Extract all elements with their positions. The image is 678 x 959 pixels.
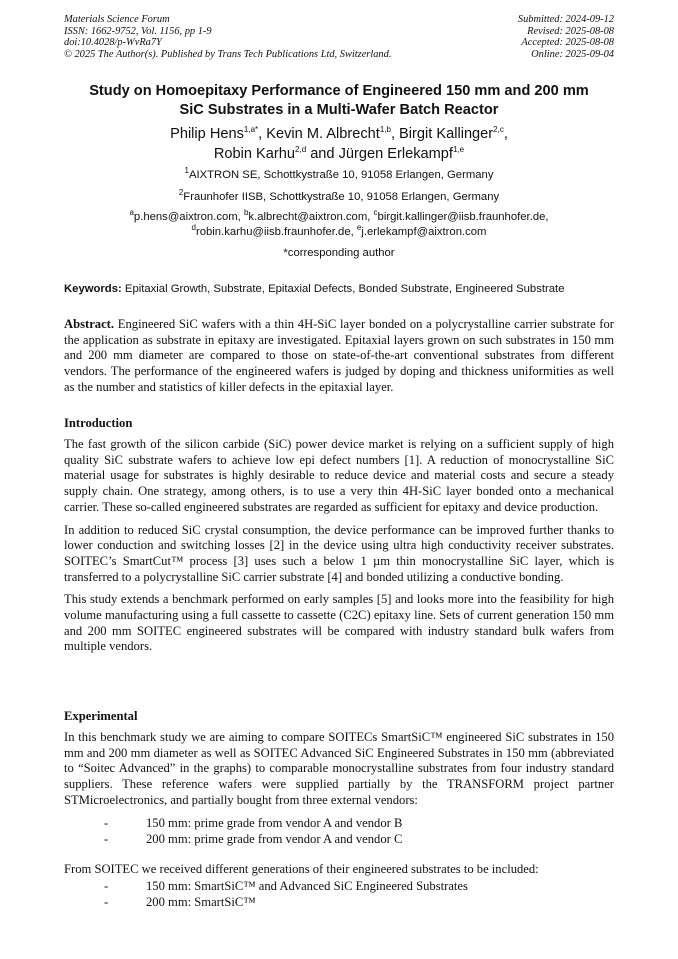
email-a-mark: a (129, 208, 134, 218)
email-d-mark: d (191, 223, 196, 233)
author-2-affil: 1,b (379, 125, 391, 135)
affiliation-1-text: AIXTRON SE, Schottkystraße 10, 91058 Erlangen, Germany (188, 169, 494, 181)
affiliation-1 (40, 168, 638, 183)
vendor-list (64, 816, 614, 847)
author-1-affil: 1,a* (243, 125, 259, 135)
intro-paragraph-1: The fast growth of the silicon carbide (SiC) power device market is relying on a sufficient supply of high quality SiC substrate wafers to achieve low epi defect numbers [1]. A reduction of monocrystalline SiC material usage for substrates is highly desirable to reduce device and material costs and secure a steady supply chain. One strategy, among others, is to use a very thin 4H-SiC layer bonded onto a mechanical carrier. These so-called engineered substrates are regarded as sufficient for epitaxy and device production. (64, 437, 614, 514)
copyright: © 2025 The Author(s). Published by Trans Tech Publications Ltd, Switzerland. (64, 48, 392, 60)
issn-volume: ISSN: 1662-9752, Vol. 1156, pp 1-9 (64, 25, 212, 37)
author-4: Robin Karhu (213, 146, 296, 162)
intro-paragraph-3: This study extends a benchmark performed on early samples [5] and looks more into the feasibility for high volume manufacturing using a full cassette to cassette (C2C) epitaxy line. Sets of current generation 150 mm and 200 mm SOITEC engineered substrates will be compared with industry standard bulk wafers from multiple vendors. (64, 592, 614, 654)
list-dash: - (104, 831, 109, 846)
list-item (64, 832, 614, 848)
revised-date: Revised: 2025-08-08 (527, 25, 614, 37)
email-e-mark: e (356, 223, 362, 233)
author-5-affil: 1,e (452, 145, 465, 155)
title-line-2: SiC Substrates in a Multi-Wafer Batch Reactor (179, 102, 499, 118)
introduction-section (64, 437, 614, 662)
affiliation-2 (40, 190, 638, 205)
author-list (40, 124, 638, 164)
keywords (64, 282, 624, 297)
list-item (64, 879, 614, 895)
submitted-date: Submitted: 2024-09-12 (517, 14, 614, 25)
experimental-section (64, 730, 614, 816)
email-b-mark: b (243, 208, 249, 218)
author-5: and Jürgen Erlekampf (306, 146, 453, 162)
email-b[interactable]: k.albrecht@aixtron.com, (248, 211, 374, 223)
journal-header-right (518, 14, 614, 60)
author-3-comma: , (503, 126, 508, 142)
abstract-label: Abstract. (64, 317, 115, 331)
list-item-text: 150 mm: SmartSiC™ and Advanced SiC Engineered Substrates (146, 879, 468, 893)
emails-line-1 (40, 210, 638, 225)
list-dash: - (104, 894, 109, 909)
affiliation-2-text: Fraunhofer IISB, Schottkystraße 10, 91058 Erlangen, Germany (183, 191, 500, 203)
abstract-paragraph (64, 317, 614, 396)
list-item (64, 895, 614, 911)
online-date: Online: 2025-09-04 (531, 48, 614, 60)
list-item-text: 200 mm: prime grade from vendor A and vendor C (146, 831, 403, 846)
author-1: Philip Hens (170, 126, 244, 142)
emails-line-2 (40, 225, 638, 240)
abstract (64, 317, 614, 403)
email-list (40, 210, 638, 240)
experimental-paragraph-1: In this benchmark study we are aiming to compare SOITECs SmartSiC™ engineered SiC substrates in 150 mm and 200 mm diameter as well as SOITEC Advanced SiC Engineered Substrates in 150 mm (abbreviated to “Soitec Advanced” in the graphs) to comparable monocrystalline substrates from four industry standard suppliers. These reference wafers were supplied partially by the TRANSFORM project partner STMicroelectronics, and partially bought from three external vendors: (64, 730, 614, 807)
journal-header-left (64, 14, 391, 60)
list-item (64, 816, 614, 832)
author-4-affil: 2,d (295, 145, 307, 155)
list-dash: - (104, 879, 109, 893)
list-item-text: 200 mm: SmartSiC™ (146, 894, 256, 909)
journal-name: Materials Science Forum (64, 14, 170, 25)
soitec-substrate-list (64, 879, 614, 910)
author-3-affil: 2,c (493, 125, 504, 135)
authors-line-1 (40, 124, 638, 144)
intro-paragraph-2: In addition to reduced SiC crystal consumption, the device performance can be improved further thanks to lower conduction and switching losses [2] in the device using ultra high conductivity receiver substrates. SOITEC’s SmartCut™ process [3] uses such a below 1 µm thin monocrystalline SiC layer, which is transferred to a polycrystalline SiC carrier substrate [4] and bonded utilizing a conductive bonding. (64, 522, 614, 584)
email-c[interactable]: birgit.kallinger@iisb.fraunhofer.de, (377, 211, 549, 223)
email-d[interactable]: robin.karhu@iisb.fraunhofer.de, (195, 226, 357, 238)
list-item-text: 150 mm: prime grade from vendor A and vendor B (146, 816, 403, 830)
keywords-text: Epitaxial Growth, Substrate, Epitaxial Defects, Bonded Substrate, Engineered Substrate (121, 283, 565, 295)
section-heading-experimental: Experimental (64, 709, 138, 723)
doi[interactable]: doi:10.4028/p-WvRa7Y (64, 37, 162, 49)
paper-title (40, 82, 638, 120)
list-dash: - (104, 816, 109, 830)
email-e[interactable]: j.erlekampf@aixtron.com (361, 226, 487, 238)
affiliation-2-num: 2 (178, 188, 184, 198)
email-c-mark: c (373, 208, 378, 218)
section-heading-introduction: Introduction (64, 416, 133, 430)
abstract-text: Engineered SiC wafers with a thin 4H-SiC layer bonded on a polycrystalline carrier substrate for the application as substrate in epitaxy are investigated. Epitaxial layers grown on such substrates in 150 mm and 200 mm diameter are compared to those on state-of-the-art conventional substrates from different vendors. The performance of the engineered wafers is judged by doping and thickness uniformities as well as the number and statistics of killer defects in the epitaxial layer. (64, 317, 614, 394)
author-3: , Birgit Kallinger (390, 126, 494, 142)
experimental-paragraph-2: From SOITEC we received different generations of their engineered substrates to be included: (64, 862, 539, 876)
author-2: , Kevin M. Albrecht (258, 126, 380, 142)
authors-line-2 (40, 144, 638, 164)
keywords-label: Keywords: (64, 283, 122, 295)
accepted-date: Accepted: 2025-08-08 (521, 37, 614, 49)
affiliation-1-num: 1 (184, 166, 189, 176)
corresponding-author-note: *corresponding author (283, 247, 395, 259)
email-a[interactable]: p.hens@aixtron.com, (133, 211, 244, 223)
title-line-1: Study on Homoepitaxy Performance of Engineered 150 mm and 200 mm (89, 83, 589, 99)
